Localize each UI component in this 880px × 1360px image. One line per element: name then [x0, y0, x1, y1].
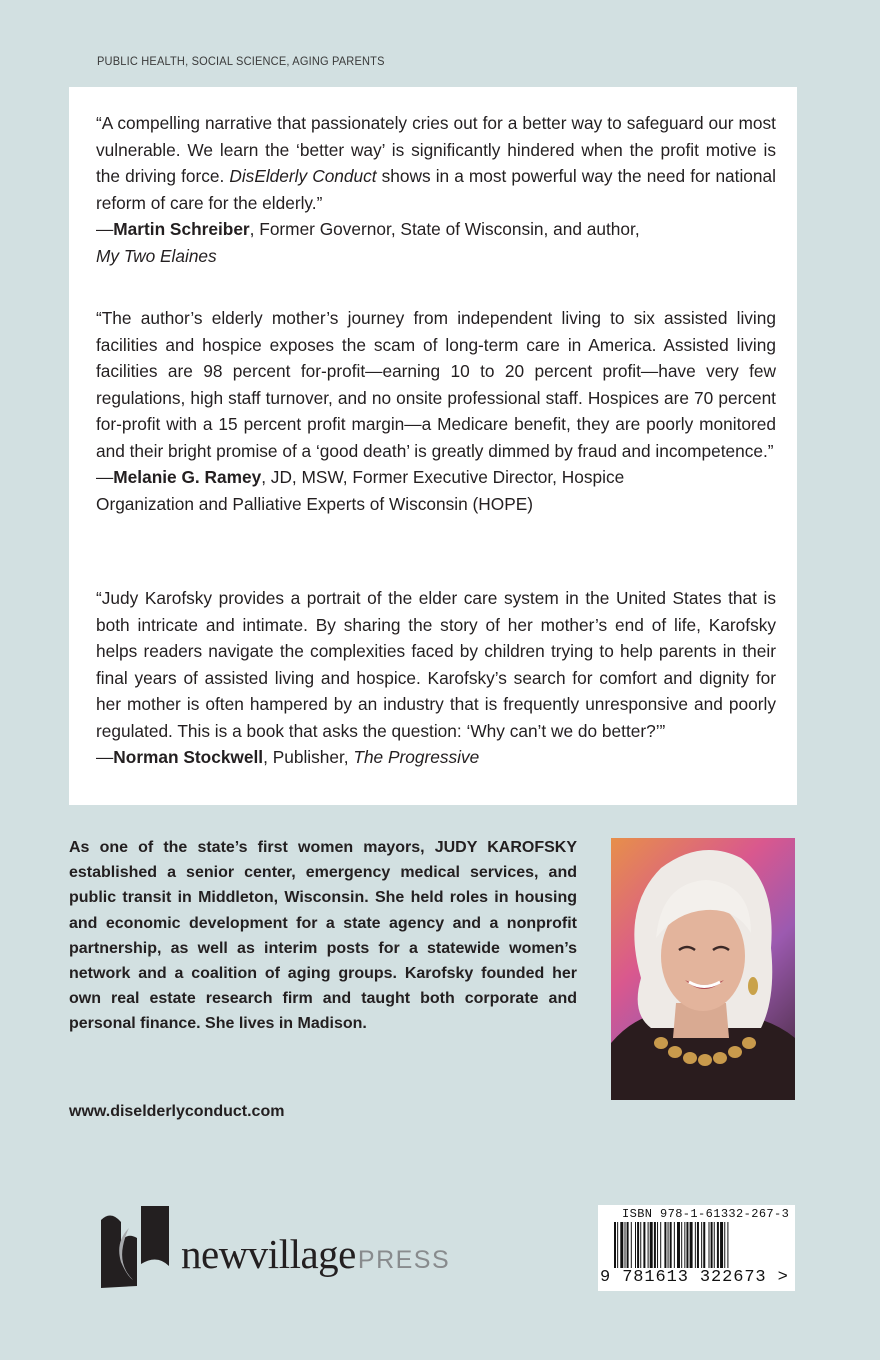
- barcode-bar: [674, 1222, 675, 1268]
- publisher-emblem-icon: [97, 1202, 177, 1292]
- quote-author: Norman Stockwell: [113, 747, 264, 767]
- barcode-bar: [681, 1222, 682, 1268]
- barcode-bar: [620, 1222, 623, 1268]
- barcode-bar: [720, 1222, 723, 1268]
- quote-attribution: [96, 744, 776, 771]
- barcode-bar: [635, 1222, 636, 1268]
- website-link[interactable]: www.diselderlyconduct.com: [69, 1103, 285, 1120]
- barcode-bar: [637, 1222, 639, 1268]
- quote-author-title-2: Organization and Palliative Experts of Wisconsin (HOPE): [96, 493, 534, 514]
- barcode-bar: [724, 1222, 725, 1268]
- barcode-bar: [703, 1222, 705, 1268]
- quote-author-title: , JD, MSW, Former Executive Director, Hospice: [261, 467, 625, 487]
- quote-text: “Judy Karofsky provides a portrait of the elder care system in the United States that is both intricate and intimate. By sharing the story of her mother’s end of life, Karofsky helps readers navigate the complexities faced by children trying to help parents in their final years of assisted living and hospice. Karofsky’s search for comfort and dignity for her mother is often hampered by an industry that is frequently unresponsive and poorly regulated. This is a book that asks the question: ‘Why can’t we do better?’”: [96, 588, 776, 741]
- quote-text: “A compelling narrative that passionately cries out for a better way to safeguard our most vulnerable. We learn the ‘better way’ is significantly hindered when the profit motive is the driving force.: [96, 113, 776, 186]
- isbn-label: ISBN 978-1-61332-267-3: [622, 1207, 790, 1221]
- quote-attribution: [96, 464, 776, 517]
- barcode-bar: [684, 1222, 685, 1268]
- barcode-bar: [627, 1222, 629, 1268]
- quote-author-title: , Former Governor, State of Wisconsin, and author,: [249, 219, 640, 239]
- blurb-panel: [69, 87, 797, 805]
- isbn-barcode: [598, 1205, 795, 1291]
- barcode-bar: [717, 1222, 719, 1268]
- barcode-bar: [650, 1222, 653, 1268]
- em-dash: —: [96, 219, 114, 239]
- blurb-quote-ramey: [96, 305, 776, 517]
- barcode-bar: [714, 1222, 715, 1268]
- quote-text-after: shows in a most powerful way the need for national reform of care for the elderly.”: [96, 166, 776, 213]
- author-work: My Two Elaines: [96, 245, 217, 266]
- book-title: DisElderly Conduct: [229, 166, 377, 186]
- barcode-bar: [670, 1222, 672, 1268]
- barcode-bars: [614, 1222, 782, 1270]
- author-work: The Progressive: [353, 747, 480, 767]
- barcode-bar: [657, 1222, 658, 1268]
- barcode-bar: [654, 1222, 656, 1268]
- barcode-bar: [690, 1222, 693, 1268]
- barcode-bar: [664, 1222, 666, 1268]
- author-bio: As one of the state’s first women mayors, JUDY KAROFSKY established a senior center, emergency medical services, and public transit in Middleton, Wisconsin. She held roles in housing and economic development for a state agency and a nonprofit partnership, as well as interim posts for a statewide women’s network and a coalition of aging groups. Karofsky founded her own real estate research firm and taught both corporate and personal finance. She lives in Madison.: [69, 839, 577, 1033]
- barcode-bar: [660, 1222, 661, 1268]
- category-label: PUBLIC HEALTH, SOCIAL SCIENCE, AGING PARENTS: [97, 54, 385, 68]
- barcode-bar: [668, 1222, 669, 1268]
- em-dash: —: [96, 747, 114, 767]
- barcode-bar: [625, 1222, 626, 1268]
- quote-author: Melanie G. Ramey: [113, 467, 262, 487]
- publisher-logo: [97, 1202, 457, 1292]
- isbn-digits: 9 781613 322673 >: [600, 1268, 789, 1287]
- barcode-bar: [643, 1222, 645, 1268]
- barcode-bar: [695, 1222, 696, 1268]
- barcode-bar: [648, 1222, 649, 1268]
- publisher-name: [181, 1230, 450, 1278]
- publisher-press-text: PRESS: [357, 1246, 451, 1274]
- blurb-quote-schreiber: [96, 110, 776, 269]
- barcode-bar: [701, 1222, 702, 1268]
- barcode-bar: [711, 1222, 713, 1268]
- quote-author-title: , Publisher,: [263, 747, 354, 767]
- barcode-bar: [677, 1222, 680, 1268]
- barcode-bar: [640, 1222, 641, 1268]
- quote-attribution: [96, 216, 776, 269]
- author-portrait-image: [611, 838, 795, 1100]
- author-photo: [611, 838, 795, 1100]
- barcode-bar: [614, 1222, 616, 1268]
- quote-text: “The author’s elderly mother’s journey from independent living to six assisted living facilities and hospice exposes the scam of long-term care in America. Assisted living facilities are 98 percent for-profit—earning 10 to 20 percent profit—have very few regulations, high staff turnover, and no onsite professional staff. Hospices are 70 percent for-profit with a 15 percent profit margin—a Medicare benefit, they are poorly monitored and their bright promise of a ‘good death’ is greatly dimmed by fraud and incompetence.”: [96, 308, 776, 461]
- em-dash: —: [96, 467, 114, 487]
- barcode-bar: [727, 1222, 728, 1268]
- publisher-name-text: newvillage: [181, 1231, 356, 1277]
- barcode-bar: [709, 1222, 710, 1268]
- barcode-bar: [631, 1222, 632, 1268]
- barcode-bar: [686, 1222, 688, 1268]
- barcode-bar: [697, 1222, 699, 1268]
- blurb-quote-stockwell: [96, 585, 776, 771]
- quote-author: Martin Schreiber: [113, 219, 250, 239]
- barcode-bar: [617, 1222, 618, 1268]
